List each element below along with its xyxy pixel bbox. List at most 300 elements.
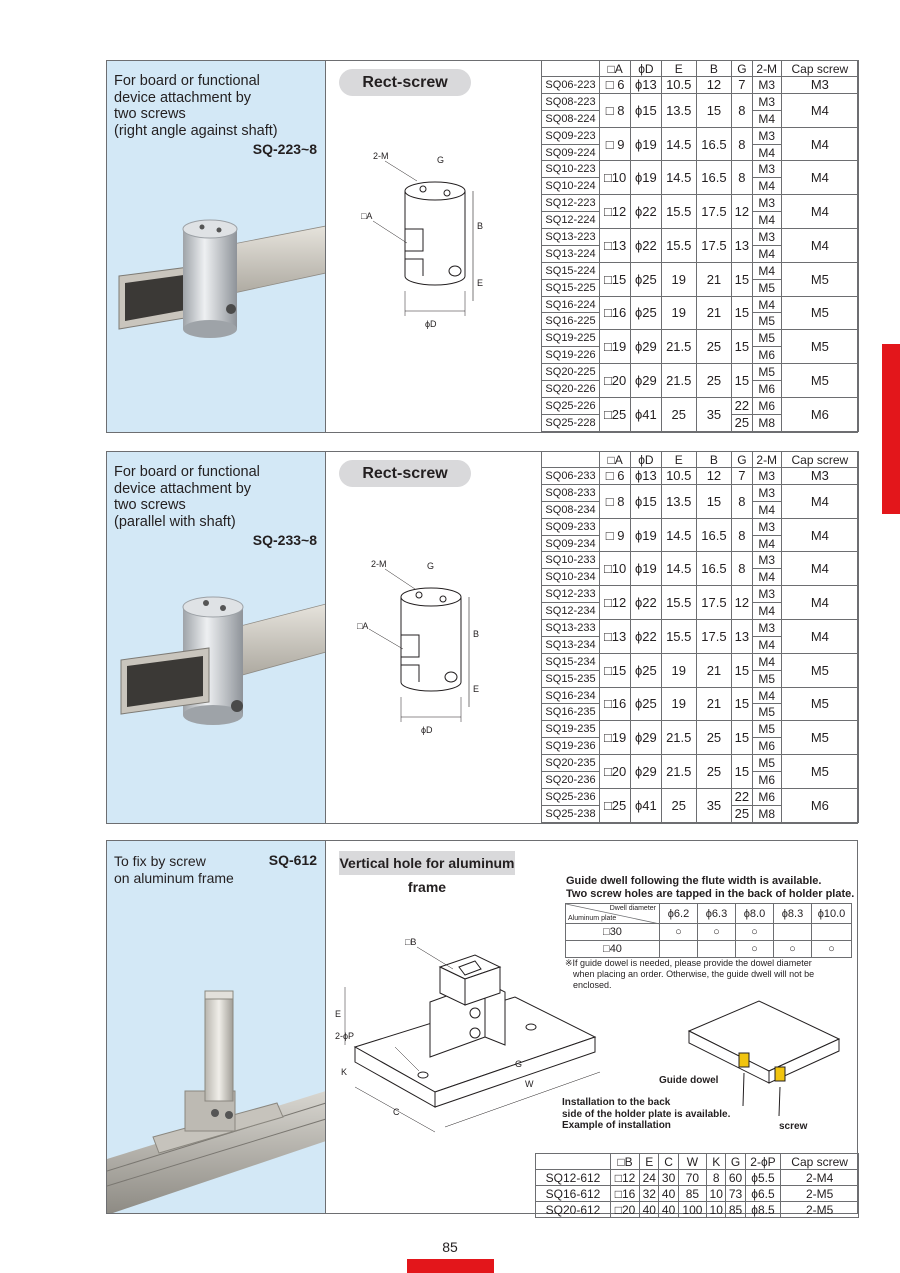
col-header: □A [600,61,631,77]
table-cell: 40 [640,1202,659,1218]
table-cell: □10 [600,552,631,586]
table-cell: M4 [752,262,781,279]
table-cell: 10 [707,1202,726,1218]
table-cell: 8 [707,1170,726,1186]
dimension-diagram-sq233 [357,557,481,757]
col-header: ϕD [631,452,661,468]
table-cell: SQ10-233 [542,552,600,569]
col-header: 2-ϕP [745,1154,781,1170]
label-g: G [437,155,445,165]
table-cell: 12 [732,586,753,620]
table-cell: SQ12-224 [542,212,600,229]
info-line: Guide dwell following the flute width is available. [566,875,822,887]
table-cell: M4 [752,636,781,653]
table-cell: SQ15-235 [542,670,600,687]
dowel-mark: ○ [774,941,812,958]
col-header [542,452,600,468]
table-cell: 25 [661,397,696,431]
table-cell: 16.5 [696,552,731,586]
col-header: K [707,1154,726,1170]
table-cell: □10 [600,161,631,195]
table-cell: M8 [752,414,781,431]
table-cell: 15.5 [661,195,696,229]
table-cell: 14.5 [661,552,696,586]
table-cell: M5 [781,721,858,755]
table-row [542,296,859,313]
table-cell: □20 [600,755,631,789]
table-cell: SQ15-225 [542,279,600,296]
table-row [542,229,859,246]
table-cell: M5 [781,653,858,687]
label-2m: 2-M [373,151,389,161]
table-cell: M6 [752,347,781,364]
table-cell: M4 [752,687,781,704]
note-line: ※If guide dowel is needed, please provide the dowel diameter [565,958,812,968]
label-e: E [473,684,480,694]
col-header: E [661,452,696,468]
header-row [542,61,859,77]
table-cell: SQ08-224 [542,110,600,127]
table-cell: 35 [696,788,731,822]
table-row [542,552,859,569]
desc-line: (parallel with shaft) [114,513,236,530]
dowel-header-top: Dwell diameter [609,905,656,912]
table-cell: M4 [781,195,858,229]
label-g: G [515,1059,523,1069]
chapter-tab [882,344,900,514]
install-line: side of the holder plate is available. [562,1108,731,1120]
table-cell: SQ19-236 [542,738,600,755]
table-cell: 8 [732,93,753,127]
dowel-col: ϕ6.3 [698,904,736,924]
table-cell: M8 [752,805,781,822]
table-cell: 24 [640,1170,659,1186]
table-cell: SQ20-225 [542,364,600,381]
table-cell: ϕ29 [631,721,661,755]
table-cell: ϕ15 [631,93,661,127]
installation-text [562,1097,730,1132]
table-cell: □12 [600,195,631,229]
table-cell: M5 [752,755,781,772]
table-cell: 13.5 [661,484,696,518]
table-cell: 85 [678,1186,706,1202]
table-cell: M4 [781,552,858,586]
table-cell: M4 [781,161,858,195]
table-cell: ϕ22 [631,586,661,620]
table-cell: M3 [752,127,781,144]
table-cell: ϕ5.5 [745,1170,781,1186]
table-row [542,127,859,144]
table-cell: M3 [752,77,781,94]
table-cell: 8 [732,552,753,586]
table-cell: SQ20-236 [542,772,600,789]
table-row [542,586,859,603]
type-badge: Vertical hole for aluminum frame [339,851,515,875]
table-cell: M4 [752,110,781,127]
dowel-mark [698,941,736,958]
dowel-mark [812,924,852,941]
table-cell: M6 [781,397,858,431]
table-cell: M6 [752,381,781,398]
table-cell: M4 [752,178,781,195]
table-cell: M3 [752,229,781,246]
table-cell: 2-M4 [781,1170,859,1186]
label-2p: 2-ϕP [335,1031,355,1041]
product-photo-panel [107,452,326,823]
table-cell: 15 [732,721,753,755]
table-row [542,195,859,212]
table-row [542,468,859,485]
spec-table-sq233 [541,451,859,823]
table-cell: 19 [661,296,696,330]
table-cell: ϕ15 [631,484,661,518]
table-cell: 8 [732,518,753,552]
table-cell: SQ13-224 [542,245,600,262]
col-header: G [726,1154,745,1170]
table-cell: 21 [696,687,731,721]
table-cell: 14.5 [661,161,696,195]
table-cell: 16.5 [696,127,731,161]
table-cell: 15 [696,484,731,518]
col-header: 2-M [752,61,781,77]
table-cell: SQ12-612 [536,1170,611,1186]
table-cell: 15 [732,262,753,296]
table-cell: ϕ19 [631,518,661,552]
table-cell: 15 [732,364,753,398]
table-cell: 19 [661,262,696,296]
table-cell: 2-M5 [781,1186,859,1202]
table-cell: □16 [600,296,631,330]
table-cell: 25 [661,788,696,822]
table-cell: ϕ25 [631,653,661,687]
table-cell: SQ12-233 [542,586,600,603]
table-cell: M4 [781,127,858,161]
table-cell: □16 [611,1186,640,1202]
table-cell: SQ09-234 [542,535,600,552]
table-cell: SQ09-224 [542,144,600,161]
table-cell: 15 [732,687,753,721]
product-code: SQ-223~8 [252,141,317,157]
table-cell: ϕ22 [631,620,661,654]
table-row [542,262,859,279]
table-cell: □19 [600,330,631,364]
table-cell: M4 [781,93,858,127]
table-cell: 17.5 [696,195,731,229]
table-cell: SQ13-234 [542,636,600,653]
table-row [542,721,859,738]
table-cell: M5 [752,721,781,738]
table-cell: 25 [732,805,753,822]
table-cell: M3 [752,195,781,212]
table-cell: 21.5 [661,364,696,398]
table-cell: SQ15-234 [542,653,600,670]
dowel-col: ϕ8.0 [736,904,774,924]
label-2m: 2-M [371,559,387,569]
label-k: K [341,1067,348,1077]
table-cell: 8 [732,127,753,161]
dowel-mark: ○ [698,924,736,941]
table-cell: ϕ22 [631,195,661,229]
table-row [542,93,859,110]
table-cell: SQ10-234 [542,569,600,586]
table-cell: M3 [752,620,781,637]
header-row [542,452,859,468]
table-cell: 21.5 [661,330,696,364]
table-cell: ϕ25 [631,687,661,721]
spec-table-sq223 [541,60,859,432]
page-number-bar [407,1259,494,1273]
table-cell: 25 [732,414,753,431]
table-cell: M3 [752,586,781,603]
table-cell: M4 [781,484,858,518]
table-cell: M4 [781,518,858,552]
dowel-col: ϕ10.0 [812,904,852,924]
table-cell: 12 [696,77,731,94]
table-cell: 13 [732,620,753,654]
table-cell: SQ13-233 [542,620,600,637]
table-cell: SQ10-224 [542,178,600,195]
dowel-header-bottom: Aluminum plate [568,915,617,922]
table-cell: 21.5 [661,755,696,789]
table-cell: □25 [600,788,631,822]
product-code: SQ-612 [268,852,317,868]
table-cell: 25 [696,755,731,789]
table-cell: ϕ25 [631,296,661,330]
table-cell: □20 [611,1202,640,1218]
table-cell: M4 [752,144,781,161]
col-header: Cap screw [781,452,858,468]
table-cell: ϕ19 [631,127,661,161]
type-badge: Rect-screw [339,460,471,487]
table-cell: 25 [696,721,731,755]
table-cell: 14.5 [661,518,696,552]
table-cell: 25 [696,364,731,398]
table-cell: SQ19-235 [542,721,600,738]
section-sq-223 [106,60,858,433]
table-cell: SQ15-224 [542,262,600,279]
col-header [536,1154,611,1170]
table-cell: M6 [752,788,781,805]
table-row [542,653,859,670]
table-cell: M5 [752,330,781,347]
table-cell: □12 [611,1170,640,1186]
table-cell: M4 [752,296,781,313]
table-row [542,161,859,178]
product-photo-sq612 [107,841,326,1213]
table-cell: 16.5 [696,161,731,195]
table-cell: 100 [678,1202,706,1218]
table-cell: □25 [600,397,631,431]
table-cell: 85 [726,1202,745,1218]
dowel-header-cell [566,904,660,924]
desc-line: For board or functional [114,73,260,89]
label-a: □A [361,211,373,221]
table-cell: M6 [752,397,781,414]
table-cell: 7 [732,468,753,485]
note-line: enclosed. [573,980,612,990]
table-cell: M4 [781,586,858,620]
desc-line: on aluminum frame [114,869,234,886]
table-cell: M4 [752,535,781,552]
table-cell: SQ08-233 [542,484,600,501]
table-cell: ϕ13 [631,77,661,94]
col-header [542,61,600,77]
table-cell: □16 [600,687,631,721]
col-header: Cap screw [781,61,858,77]
table-cell: M6 [781,788,858,822]
dowel-mark: ○ [660,924,698,941]
table-cell: 10 [707,1186,726,1202]
dowel-mark: ○ [736,924,774,941]
col-header: G [732,452,753,468]
table-cell: 21 [696,653,731,687]
table-cell: M5 [752,313,781,330]
label-b: B [473,629,480,639]
table-cell: 73 [726,1186,745,1202]
table-cell: SQ08-234 [542,501,600,518]
table-cell: SQ20-235 [542,755,600,772]
table-cell: SQ20-226 [542,381,600,398]
table-cell: M3 [752,518,781,535]
table-cell: 7 [732,77,753,94]
table-cell: ϕ19 [631,552,661,586]
section-sq-233 [106,451,858,824]
table-cell: M5 [781,262,858,296]
table-cell: M6 [752,738,781,755]
screw-label: screw [779,1121,808,1132]
table-cell: SQ12-234 [542,603,600,620]
product-photo-sq233 [107,452,326,823]
table-cell: 17.5 [696,229,731,263]
table-cell: □ 6 [600,468,631,485]
table-cell: M3 [752,468,781,485]
col-header: ϕD [631,61,661,77]
product-photo-panel [107,841,326,1213]
table-cell: 15 [732,755,753,789]
product-photo-sq223 [107,61,326,432]
table-row [542,518,859,535]
dowel-col: ϕ8.3 [774,904,812,924]
table-cell: 19 [661,687,696,721]
table-cell: M5 [752,670,781,687]
table-cell: ϕ25 [631,262,661,296]
table-cell: SQ25-228 [542,414,600,431]
table-cell: 10.5 [661,77,696,94]
table-row [542,397,859,414]
table-cell: SQ16-234 [542,687,600,704]
table-cell: ϕ19 [631,161,661,195]
table-cell: ϕ29 [631,330,661,364]
spec-table-sq612 [535,1153,859,1218]
product-photo-panel [107,61,326,432]
table-cell: □ 8 [600,93,631,127]
desc-line: two screws [114,497,186,513]
table-cell: 14.5 [661,127,696,161]
table-row [542,364,859,381]
table-cell: M4 [752,653,781,670]
table-cell: 21.5 [661,721,696,755]
table-cell: M3 [752,93,781,110]
table-row [542,484,859,501]
table-cell: 12 [696,468,731,485]
table-cell: ϕ41 [631,788,661,822]
table-cell: 12 [732,195,753,229]
table-cell: ϕ13 [631,468,661,485]
table-cell: M5 [752,364,781,381]
table-cell: 15 [696,93,731,127]
table-cell: SQ16-612 [536,1186,611,1202]
table-cell: 21 [696,296,731,330]
col-header: B [696,452,731,468]
table-cell: □15 [600,653,631,687]
table-cell: ϕ29 [631,755,661,789]
table-cell: 15.5 [661,229,696,263]
dowel-mark: ○ [812,941,852,958]
table-cell: 70 [678,1170,706,1186]
table-cell: 40 [659,1202,678,1218]
table-cell: ϕ29 [631,364,661,398]
col-header: G [732,61,753,77]
table-cell: M4 [752,501,781,518]
table-cell: SQ25-238 [542,805,600,822]
table-cell: M3 [752,484,781,501]
table-cell: □ 6 [600,77,631,94]
page-number: 85 [442,1239,458,1255]
table-cell: 2-M5 [781,1202,859,1218]
table-cell: M5 [752,704,781,721]
table-cell: M3 [781,468,858,485]
table-cell: M5 [781,330,858,364]
table-cell: M5 [752,279,781,296]
table-cell: SQ20-612 [536,1202,611,1218]
col-header: □A [600,452,631,468]
col-header: B [696,61,731,77]
table-cell: M3 [752,161,781,178]
table-cell: 8 [732,161,753,195]
table-cell: □19 [600,721,631,755]
table-cell: M4 [781,620,858,654]
dowel-mark [774,924,812,941]
label-c: C [393,1107,400,1117]
table-cell: □12 [600,586,631,620]
dowel-mark [660,941,698,958]
label-a: □A [357,621,369,631]
table-cell: 17.5 [696,620,731,654]
table-cell: 22 [732,397,753,414]
table-cell: □13 [600,229,631,263]
table-cell: ϕ41 [631,397,661,431]
table-cell: M4 [752,212,781,229]
type-badge: Rect-screw [339,69,471,96]
table-cell: M6 [752,772,781,789]
table-cell: SQ16-235 [542,704,600,721]
table-cell: M4 [781,229,858,263]
table-cell: 19 [661,653,696,687]
label-b: B [477,221,484,231]
col-header: □B [611,1154,640,1170]
table-cell: 15 [732,296,753,330]
col-header: C [659,1154,678,1170]
table-cell: □15 [600,262,631,296]
table-cell: □ 9 [600,518,631,552]
table-cell: SQ25-226 [542,397,600,414]
dimension-diagram-sq223 [361,151,485,351]
table-cell: 60 [726,1170,745,1186]
table-cell: SQ09-233 [542,518,600,535]
col-header: E [661,61,696,77]
desc-line: device attachment by [114,480,252,497]
desc-line: device attachment by [114,89,252,106]
